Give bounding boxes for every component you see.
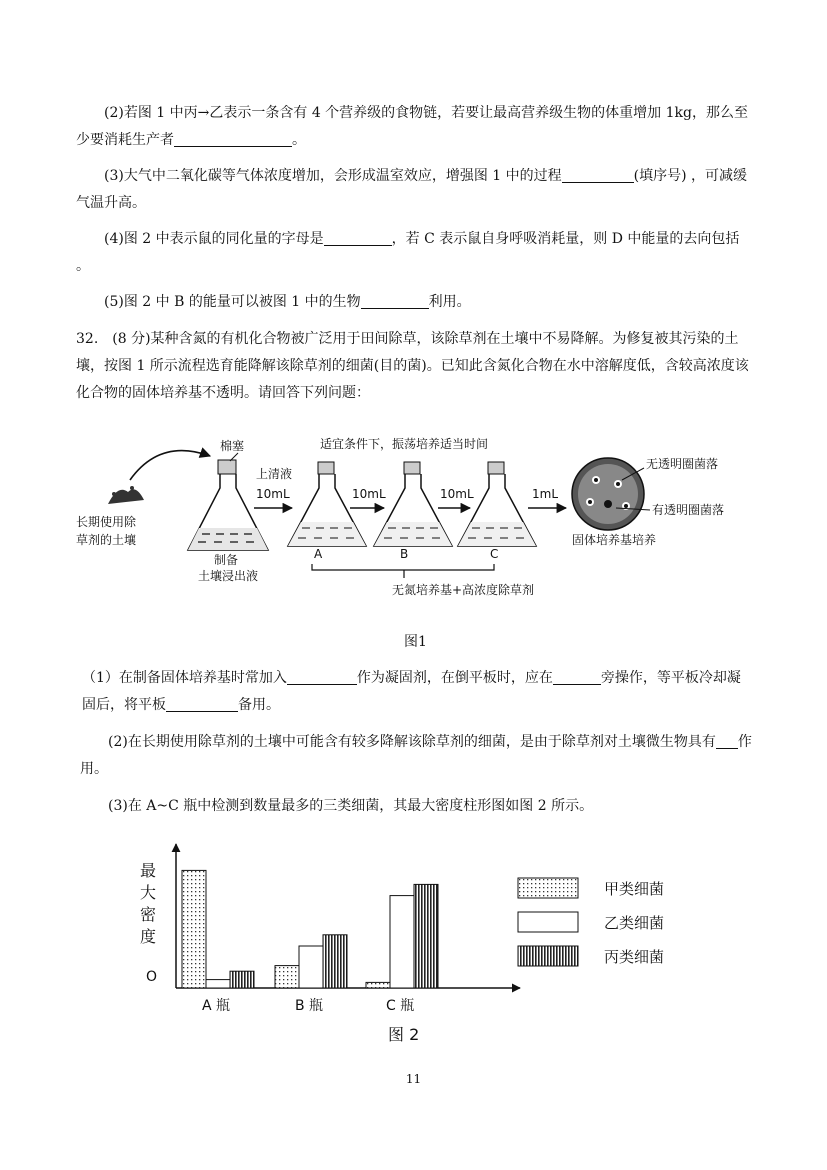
figure-2-caption: 图 2 <box>388 1025 420 1044</box>
volume-label-3: 10mL <box>440 487 474 501</box>
answer-blank[interactable] <box>562 166 634 183</box>
medium-label: 无氮培养基+高浓度除草剂 <box>392 583 535 597</box>
legend-label: 甲类细菌 <box>604 880 665 898</box>
no-clear-zone-label: 无透明圈菌落 <box>646 457 719 471</box>
flask-c <box>458 462 536 546</box>
curved-arrow-icon <box>130 451 210 480</box>
answer-blank[interactable] <box>287 668 357 685</box>
legend-label: 乙类细菌 <box>604 914 665 932</box>
bar <box>182 870 206 988</box>
x-tick-label: C 瓶 <box>386 998 415 1014</box>
clear-zone-label: 有透明圈菌落 <box>652 503 725 517</box>
soil-pile-icon <box>108 486 144 504</box>
bar <box>323 935 347 988</box>
origin-label: O <box>146 969 158 985</box>
flask-b <box>374 462 452 546</box>
y-axis-label <box>140 861 156 946</box>
bar <box>230 971 254 988</box>
cotton-plug-icon <box>404 462 420 474</box>
cotton-label: 棉塞 <box>220 439 245 453</box>
condition-label: 适宜条件下，振荡培养适当时间 <box>320 437 489 451</box>
answer-blank[interactable] <box>174 130 292 147</box>
flask-a-label: A <box>314 547 323 561</box>
page-number: 11 <box>405 1072 422 1086</box>
answer-blank[interactable] <box>361 292 429 309</box>
q31-part5: (5)图 2 中 B 的能量可以被图 1 中的生物 利用。 <box>104 294 471 310</box>
legend-swatch <box>518 946 578 966</box>
volume-label-4: 1mL <box>532 487 559 501</box>
answer-blank[interactable] <box>553 668 601 685</box>
cotton-plug-icon <box>318 462 334 474</box>
figure-2-bar-chart <box>130 842 720 1052</box>
q31-part2: (2)若图 1 中丙→乙表示一条含有 4 个营养级的食物链，若要让最高营养级生物的体重增加 1kg，那么至少要消耗生产者 。 <box>76 105 748 148</box>
flask-a <box>288 462 366 546</box>
volume-label-2: 10mL <box>352 487 386 501</box>
legend-swatch <box>518 912 578 932</box>
answer-blank[interactable] <box>324 229 392 246</box>
supernatant-label: 上清液 <box>256 467 293 481</box>
answer-blank[interactable] <box>739 230 741 246</box>
y-label-char: 度 <box>140 927 157 946</box>
bar <box>366 982 390 988</box>
q32-part2: (2)在长期使用除草剂的土壤中可能含有较多降解该除草剂的细菌，是由于除草剂对土壤微生物具有 作用。 <box>80 734 752 777</box>
x-tick-label: A 瓶 <box>202 998 231 1014</box>
plate-label: 固体培养基培养 <box>572 533 657 547</box>
bar <box>414 884 438 988</box>
legend-swatch <box>518 878 578 898</box>
y-label-char: 大 <box>140 883 157 902</box>
flask-b-label: B <box>400 547 409 561</box>
bar <box>275 966 299 988</box>
cotton-plug-icon <box>218 460 236 474</box>
y-label-char: 密 <box>140 905 157 924</box>
volume-label-1: 10mL <box>256 487 290 501</box>
q32-part1: （1）在制备固体培养基时常加入 作为凝固剂，在倒平板时，应在 旁操作，等平板冷却凝固后，将平板 备用。 <box>82 670 741 713</box>
bar <box>206 980 230 988</box>
x-tick-label: B 瓶 <box>295 998 324 1014</box>
figure-1-caption: 图1 <box>404 634 427 650</box>
q32-part3: (3)在 A~C 瓶中检测到数量最多的三类细菌，其最大密度柱形图如图 2 所示。 <box>108 798 594 814</box>
bracket-icon <box>312 564 494 578</box>
cotton-plug-icon <box>488 462 504 474</box>
legend-label: 丙类细菌 <box>604 948 665 966</box>
figure-1-flow-diagram <box>70 428 760 608</box>
soil-label-1: 长期使用除 <box>76 515 137 529</box>
soil-label-2: 草剂的土壤 <box>76 533 137 547</box>
y-label-char: 最 <box>140 861 157 880</box>
bar <box>299 946 323 988</box>
q31-part3: (3)大气中二氧化碳等气体浓度增加，会形成温室效应，增强图 1 中的过程 (填序号) ，可减缓气温升高。 <box>76 168 748 211</box>
q32-stem: 32. (8 分)某种含氮的有机化合物被广泛用于田间除草，该除草剂在土壤中不易降解。为修复被其污染的土壤，按图 1 所示流程选育能降解该除草剂的细菌(目的菌)。已知此含氮化合物在水中溶解度低，含较高浓度该化合物的固体培养基不透明。请回答下列问题： <box>76 331 749 401</box>
q31-part4: (4)图 2 中表示鼠的同化量的字母是 ，若 C 表示鼠自身呼吸消耗量，则 D 中能量的去向包括。 <box>76 231 740 274</box>
bar <box>390 896 414 988</box>
answer-blank[interactable] <box>716 732 738 749</box>
prep-label-1: 制备 <box>214 553 239 567</box>
petri-dish-icon <box>572 458 644 530</box>
prep-label-2: 土壤浸出液 <box>198 569 259 583</box>
answer-blank[interactable] <box>166 695 238 712</box>
flask-c-label: C <box>490 547 499 561</box>
